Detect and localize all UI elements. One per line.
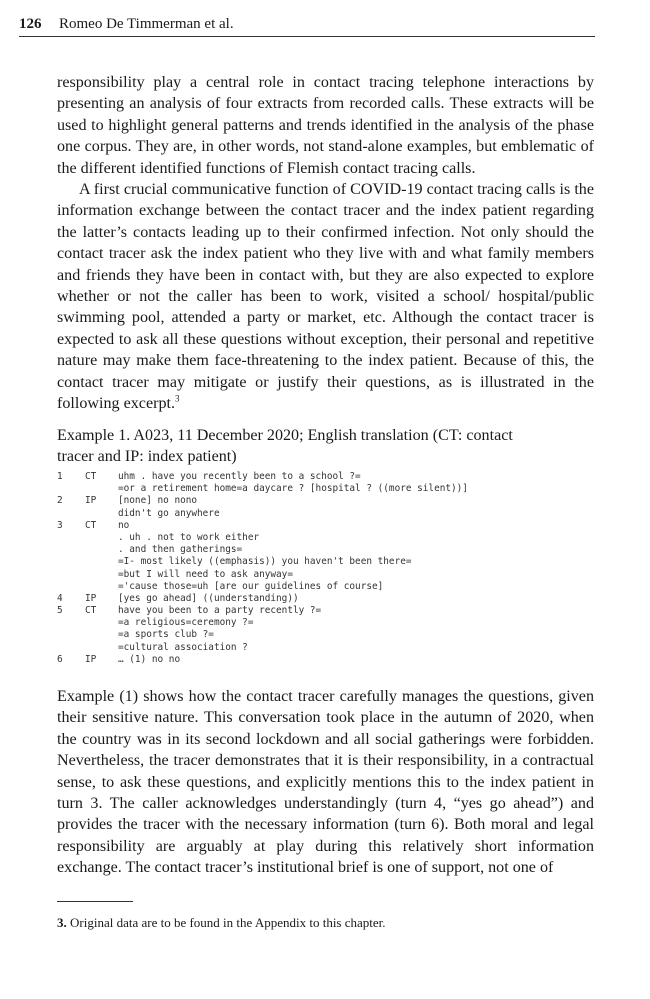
transcript-line: [57, 471, 617, 483]
transcript-line: [57, 593, 617, 605]
utterance-text: =cultural association ?: [118, 641, 248, 653]
transcript-line: [57, 581, 617, 593]
utterance-text: =a sports club ?=: [118, 629, 214, 641]
turn-number: 6: [57, 653, 63, 665]
speaker-label: IP: [85, 653, 97, 665]
body-text-upper: [57, 72, 594, 415]
header-rule: [19, 36, 595, 37]
utterance-text: ='cause those=uh [are our guidelines of course]: [118, 580, 384, 592]
footnote-marker[interactable]: 3: [174, 393, 180, 404]
example-caption-line-1: Example 1. A023, 11 December 2020; English translation (CT: contact: [57, 427, 513, 444]
running-title: Romeo De Timmerman et al.: [59, 16, 234, 32]
utterance-text: no: [118, 519, 130, 531]
utterance-text: =but I will need to ask anyway=: [118, 568, 293, 580]
transcript-line: [57, 544, 617, 556]
example-caption: [57, 425, 594, 467]
transcript-line: [57, 617, 617, 629]
transcript-line: [57, 569, 617, 581]
utterance-text: have you been to a party recently ?=: [118, 605, 322, 617]
turn-number: 5: [57, 605, 63, 617]
speaker-label: IP: [85, 495, 97, 507]
transcript-line: [57, 629, 617, 641]
footnote-rule: [57, 901, 133, 902]
speaker-label: CT: [85, 605, 97, 617]
utterance-text: … (1) no no: [118, 653, 181, 665]
transcript-line: [57, 605, 617, 617]
utterance-text: didn't go anywhere: [118, 507, 220, 519]
turn-number: 1: [57, 471, 63, 482]
paragraph-3: Example (1) shows how the contact tracer carefully manages the questions, given their sensitive nature. This conversation took place in the autumn of 2020, when the country was in its second lockdown and all social gatherings were forbidden. Nevertheless, the tracer demonstrates that it is their responsibility, in a contractual sense, to ask these questions, and explicitly mentions this to the index patient in turn 3. The caller acknowledges understandingly (turn 4, “yes go ahead”) and provides the tracer with the necessary information (turn 6). Both moral and legal responsibility are arguably at play during this relatively short information exchange. The contact tracer’s institutional brief is one of support, not one of: [57, 688, 594, 877]
paragraph-2-text: A first crucial communicative function of COVID-19 contact tracing calls is the information exchange between the contact tracer and the index patient regarding the latter’s contacts leading up to their confirmed infection. Not only should the contact tracer ask the index patient who they live with and what family members and friends they have been in contact with, but they are also expected to explore whether or not the caller has been to work, visited a school/ hospital/public swimming pool, attended a party or market, etc. Although the contact tracer is expected to ask all these questions without exception, their personal and repetitive nature may make them face-threatening to the index patient. Because of this, the contact tracer may mitigate or justify their questions, as is illustrated in the following excerpt.: [57, 181, 594, 413]
speaker-label: IP: [85, 592, 97, 604]
utterance-text: . uh . not to work either: [118, 531, 260, 543]
transcript-line: [57, 654, 617, 666]
utterance-text: =a religious=ceremony ?=: [118, 617, 254, 629]
turn-number: 2: [57, 495, 63, 507]
footnote-text: Original data are to be found in the Appendix to this chapter.: [70, 915, 386, 930]
utterance-text: . and then gatherings=: [118, 544, 243, 556]
running-header: [19, 16, 595, 36]
transcript-line: [57, 532, 617, 544]
utterance-text: =or a retirement home=a daycare ? [hospital ? ((more silent))]: [118, 483, 468, 495]
transcript-line: [57, 556, 617, 568]
page-number: 126: [19, 16, 42, 32]
footnote-number: 3.: [57, 915, 67, 930]
transcript-line: [57, 520, 617, 532]
speaker-label: CT: [85, 519, 97, 531]
paragraph-2: [57, 179, 594, 414]
example-caption-line-2: tracer and IP: index patient): [57, 448, 237, 465]
utterance-text: [none] no nono: [118, 495, 198, 507]
transcript-line: [57, 642, 617, 654]
speaker-label: CT: [85, 471, 97, 482]
footnote: [57, 914, 594, 932]
utterance-text: uhm . have you recently been to a school ?=: [118, 471, 361, 482]
utterance-text: =I- most likely ((emphasis)) you haven't been there=: [118, 556, 412, 568]
transcript: [57, 471, 617, 666]
transcript-line: [57, 508, 617, 520]
turn-number: 3: [57, 519, 63, 531]
body-text-lower: [57, 686, 594, 879]
transcript-line: [57, 483, 617, 495]
paragraph-1: responsibility play a central role in contact tracing telephone interactions by presenting an analysis of four extracts from recorded calls. These extracts will be used to highlight general patterns and trends identified in the analysis of the phase one corpus. They are, in other words, not stand-alone examples, but emblematic of the different identified functions of Flemish contact tracing calls.: [57, 74, 594, 177]
transcript-line: [57, 495, 617, 507]
turn-number: 4: [57, 592, 63, 604]
utterance-text: [yes go ahead] ((understanding)): [118, 592, 299, 604]
